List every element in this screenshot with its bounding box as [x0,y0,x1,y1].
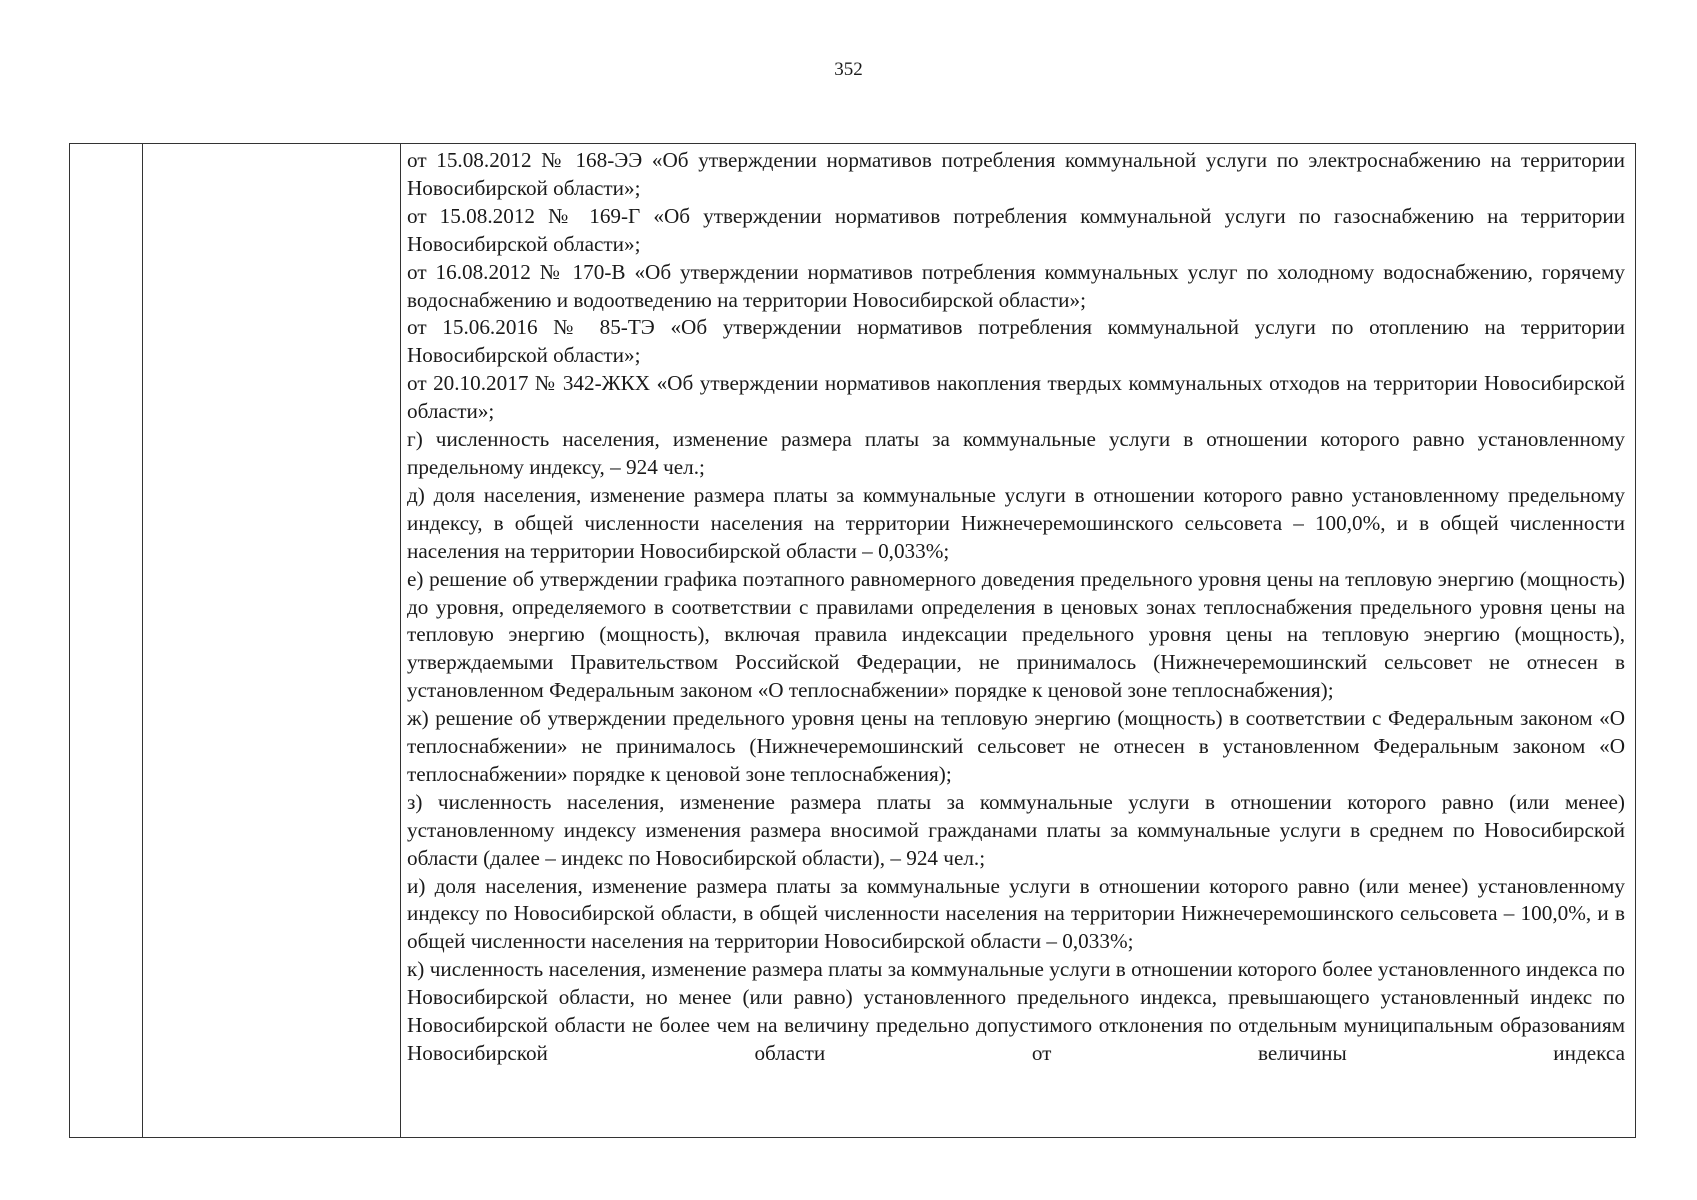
paragraph-item-e: е) решение об утверждении графика поэтапного равномерного доведения предельного уровня цены на тепловую энергию (мощность) до уровня, определяемого в соответствии с правилами определения в ценовых зонах теплоснабжения предельного уровня цены на тепловую энергию (мощность), включая правила индексации предельного уровня цены на тепловую энергию (мощность), утверждаемыми Правительством Российской Федерации, не принималось (Нижнечеремошинский сельсовет не отнесен в установленном Федеральным законом «О теплоснабжении» порядке к ценовой зоне теплоснабжения); [407,566,1625,703]
page-number: 352 [834,59,863,80]
paragraph-item-d: д) доля населения, изменение размера платы за коммунальные услуги в отношении которого равно установленному предельному индексу, в общей численности населения на территории Нижнечеремошинского сельсовета – 100,0%, и в общей численности населения на территории Новосибирской области – 0,033%; [407,482,1625,563]
paragraph-item-k: к) численность населения, изменение размера платы за коммунальные услуги в отношении которого более установленного индекса по Новосибирской области, но менее (или равно) установленного предельного индекса, превышающего установленный индекс по Новосибирской области не более чем на величину предельно допустимого отклонения по отдельным муниципальным образованиям Новосибирской области от величины индекса [407,957,1625,1065]
paragraph-item-zh: ж) решение об утверждении предельного уровня цены на тепловую энергию (мощность) в соответствии с Федеральным законом «О теплоснабжении» не принималось (Нижнечеремошинский сельсовет не отнесен в установленном Федеральным законом «О теплоснабжении» порядке к ценовой зоне теплоснабжения); [407,706,1625,786]
document-table [69,143,1636,1138]
paragraph-item-z: з) численность населения, изменение размера платы за коммунальные услуги в отношении которого равно (или менее) установленному индексу изменения размера вносимой гражданами платы за коммунальные услуги в среднем по Новосибирской области (далее – индекс по Новосибирской области), – 924 чел.; [407,789,1625,870]
cell-number [70,144,143,1138]
paragraph-item-i: и) доля населения, изменение размера платы за коммунальные услуги в отношении которого равно (или менее) установленному индексу по Новосибирской области, в общей численности населения на территории Нижнечеремошинского сельсовета – 100,0%, и в общей численности населения на территории Новосибирской области – 0,033%; [407,873,1625,954]
paragraph-decree-342: от 20.10.2017 № 342-ЖКХ «Об утверждении нормативов накопления твердых коммунальных отходов на территории Новосибирской области»; [407,371,1625,424]
paragraph-decree-169: от 15.08.2012 № 169-Г «Об утверждении нормативов потребления коммунальной услуги по газоснабжению на территории Новосибирской области»; [407,203,1625,256]
table-row [70,144,1636,1138]
paragraph-decree-168: от 15.08.2012 № 168-ЭЭ «Об утверждении нормативов потребления коммунальной услуги по электроснабжению на территории Новосибирской области»; [407,148,1625,200]
paragraph-decree-85: от 15.06.2016 № 85-ТЭ «Об утверждении нормативов потребления коммунальной услуги по отоплению на территории Новосибирской области»; [407,315,1625,368]
paragraph-item-g: г) численность населения, изменение размера платы за коммунальные услуги в отношении которого равно установленному предельному индексу, – 924 чел.; [407,427,1625,479]
cell-indicator-text [401,144,1636,1138]
cell-indicator-name [143,144,401,1138]
paragraph-decree-170: от 16.08.2012 № 170-В «Об утверждении нормативов потребления коммунальных услуг по холодному водоснабжению, горячему водоснабжению и водоотведению на территории Новосибирской области»; [407,259,1625,312]
